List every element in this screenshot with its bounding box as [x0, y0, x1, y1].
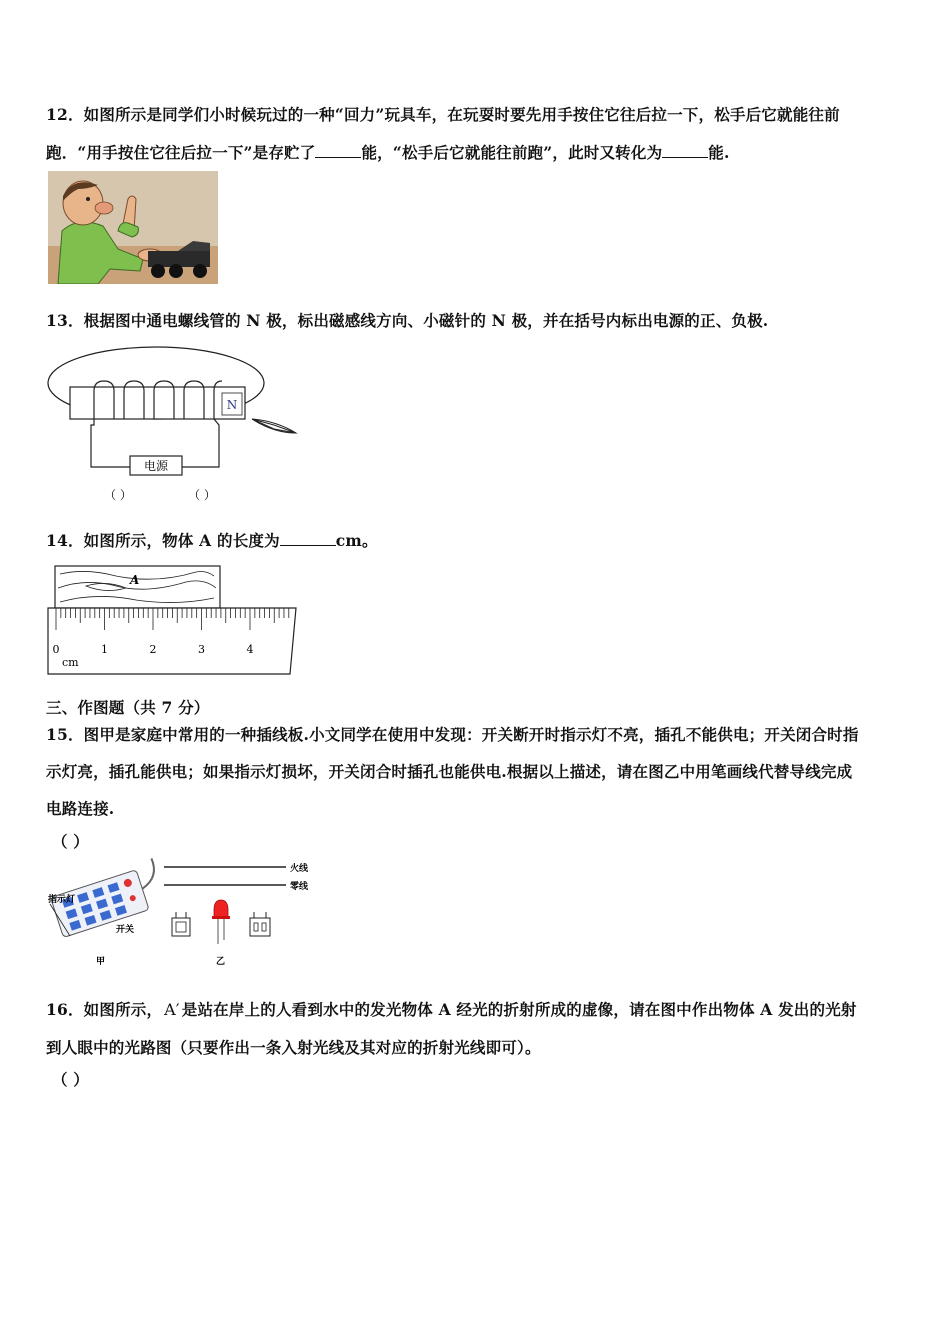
q12-blank-2[interactable]	[662, 143, 708, 158]
q14-text-b: cm。	[335, 531, 378, 550]
q12-text-a: 跑．“用手按住它往后拉一下”是存贮了	[46, 143, 316, 162]
ruler-tick-label: 4	[246, 643, 254, 656]
label-indicator: 指示灯	[48, 895, 76, 905]
ruler-tick-label: 2	[149, 643, 157, 656]
ruler-tick-label: 3	[198, 643, 205, 656]
q12-line2	[46, 141, 730, 163]
q15-line2: 示灯亮，插孔能供电；如果指示灯损坏，开关闭合时插孔也能供电.根据以上描述，请在图乙中用笔画线代替导线完成	[46, 762, 853, 781]
q15-line3: 电路连接.	[46, 799, 115, 818]
q13-text: 13．根据图中通电螺线管的 N 极，标出磁感线方向、小磁针的 N 极，并在括号内标出电源的正、负极.	[46, 311, 769, 330]
toy-car-photo	[48, 171, 218, 284]
q16-line1	[46, 998, 857, 1020]
ruler-diagram	[46, 564, 298, 676]
n-pole-label: N	[226, 398, 238, 412]
ruler-tick-label: 1	[101, 643, 108, 656]
q14-text-a: 14．如图所示，物体 A 的长度为	[46, 531, 280, 550]
power-strip-diagram	[46, 858, 316, 970]
q16-line2: 到人眼中的光路图（只要作出一条入射光线及其对应的折射光线即可）。	[46, 1038, 541, 1057]
paren-left[interactable]: （ ）	[104, 488, 132, 502]
q12-text-c: 能.	[708, 143, 730, 162]
section-title: 三、作图题（共 7 分）	[46, 698, 210, 717]
label-yi: 乙	[216, 957, 226, 967]
q12-blank-1[interactable]	[315, 143, 361, 158]
solenoid-diagram	[46, 343, 308, 505]
socket-symbol	[250, 912, 270, 936]
led-symbol	[212, 900, 230, 944]
q15-answer-paren[interactable]: （ ）	[52, 832, 89, 851]
label-live-wire: 火线	[290, 864, 309, 874]
q16-answer-paren[interactable]: （ ）	[52, 1070, 89, 1089]
label-switch: 开关	[116, 925, 135, 935]
q16-text-a: 16．如图所示，	[46, 1000, 163, 1019]
q12-text-b: 能，“松手后它就能往前跑”，此时又转化为	[361, 143, 663, 162]
switch-symbol	[172, 912, 190, 936]
ruler-unit: cm	[62, 656, 79, 669]
object-a-label: A	[130, 573, 140, 587]
power-source-label: 电源	[143, 459, 169, 473]
label-neutral-wire: 零线	[290, 882, 309, 892]
paren-right[interactable]: （ ）	[188, 488, 216, 502]
ruler-tick-label: 0	[52, 643, 60, 656]
label-jia: 甲	[96, 957, 106, 967]
a-prime-symbol: A′	[164, 1000, 180, 1019]
q15-line1: 15．图甲是家庭中常用的一种插线板.小文同学在使用中发现：开关断开时指示灯不亮，插孔不能供电；开关闭合时指	[46, 725, 859, 744]
q12-line1: 12．如图所示是同学们小时候玩过的一种“回力”玩具车，在玩耍时要先用手按住它往后拉一下，松手后它就能往前	[46, 105, 840, 124]
q14-line	[46, 529, 378, 551]
q16-text-b: 是站在岸上的人看到水中的发光物体 A 经光的折射所成的虚像，请在图中作出物体 A 发出的光射	[181, 1000, 857, 1019]
q14-blank[interactable]	[280, 531, 336, 546]
